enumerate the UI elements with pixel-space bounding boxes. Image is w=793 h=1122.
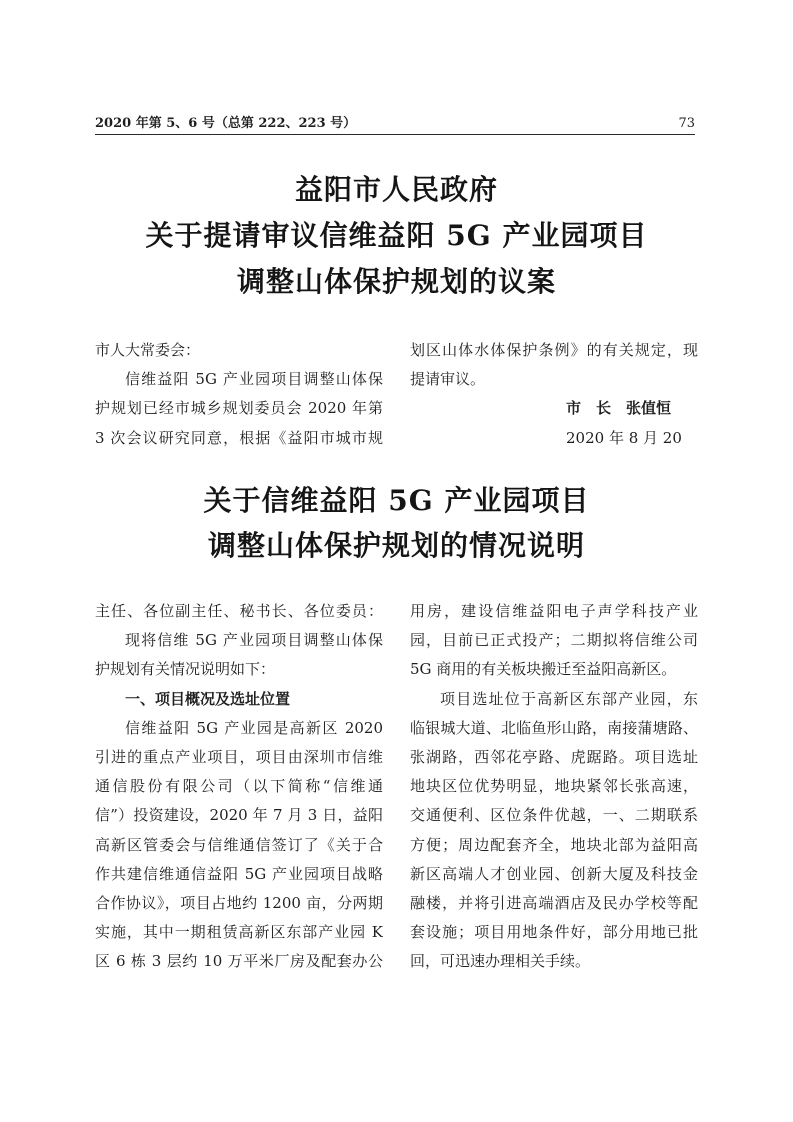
signature-date: 2020 年 8 月 20 xyxy=(566,428,682,447)
motion-right-column xyxy=(410,336,698,453)
motion-title-line: 调整山体保护规划的议案 xyxy=(236,265,556,298)
motion-left-column xyxy=(95,336,383,453)
running-header xyxy=(95,116,695,135)
signature-role: 市 长 xyxy=(566,399,612,418)
page-number: 73 xyxy=(678,116,695,131)
motion-title-line: 益阳市人民政府 xyxy=(294,173,498,206)
report-title-line: 关于信维益阳 5G 产业园项目 xyxy=(203,484,590,517)
text-line: 融楼，并将引进高端酒店及民办学校等配 xyxy=(410,893,698,912)
text-line: 引进的重点产业项目，项目由深圳市信维 xyxy=(95,747,383,766)
text-line: 护规划已经市城乡规划委员会 2020 年第 xyxy=(95,399,383,418)
text-line: 现将信维 5G 产业园项目调整山体保 xyxy=(125,631,383,650)
report-left-column xyxy=(95,597,383,976)
text-line: 提请审议。 xyxy=(410,370,486,389)
text-line: 新区高端人才创业园、创新大厦及科技金 xyxy=(410,864,698,883)
text-line: 方便；周边配套齐全，地块北部为益阳高 xyxy=(410,835,698,854)
text-line: 临银城大道、北临鱼形山路，南接蒲塘路、 xyxy=(410,718,698,737)
text-line: 张湖路，西邻花亭路、虎踞路。项目选址 xyxy=(410,747,698,766)
text-line: 地块区位优势明显，地块紧邻长张高速， xyxy=(410,777,698,796)
salutation: 主任、各位副主任、秘书长、各位委员： xyxy=(95,602,383,620)
text-line: 区 6 栋 3 层约 10 万平米厂房及配套办公 xyxy=(95,952,383,971)
text-line: 园，目前已正式投产；二期拟将信维公司 xyxy=(410,631,698,650)
text-line: 护规划有关情况说明如下： xyxy=(95,660,276,679)
report-title-line: 调整山体保护规划的情况说明 xyxy=(207,529,585,562)
text-line: 划区山体水体保护条例》的有关规定，现 xyxy=(410,341,698,359)
text-line: 项目选址位于高新区东部产业园，东 xyxy=(440,689,698,708)
issue-label: 2020 年第 5、6 号（总第 222、223 号） xyxy=(95,116,357,131)
report-title xyxy=(0,478,793,568)
text-line: 回，可迅速办理相关手续。 xyxy=(410,952,591,971)
text-line: 3 次会议研究同意，根据《益阳市城市规 xyxy=(95,428,383,447)
text-line: 信”）投资建设，2020 年 7 月 3 日，益阳 xyxy=(95,806,383,825)
text-line: 用房，建设信维益阳电子声学科技产业 xyxy=(410,602,698,620)
signature xyxy=(410,394,698,423)
signature-name: 张值恒 xyxy=(626,399,672,418)
text-line: 通信股份有限公司（以下简称“信维通 xyxy=(95,777,383,796)
section-heading: 一、项目概况及选址位置 xyxy=(125,689,291,708)
text-line: 信维益阳 5G 产业园是高新区 2020 xyxy=(125,718,383,737)
salutation: 市人大常委会： xyxy=(95,341,201,359)
text-line: 信维益阳 5G 产业园项目调整山体保 xyxy=(125,370,383,389)
text-line: 套设施；项目用地条件好，部分用地已批 xyxy=(410,923,698,942)
text-line: 实施，其中一期租赁高新区东部产业园 K xyxy=(95,923,383,942)
motion-title xyxy=(0,167,793,305)
text-line: 作共建信维通信益阳 5G 产业园项目战略 xyxy=(95,864,383,883)
text-line: 高新区管委会与信维通信签订了《关于合 xyxy=(95,835,383,854)
report-right-column xyxy=(410,597,698,976)
motion-title-line: 关于提请审议信维益阳 5G 产业园项目 xyxy=(145,219,648,252)
text-line: 5G 商用的有关板块搬迁至益阳高新区。 xyxy=(410,660,677,679)
text-line: 合作协议》，项目占地约 1200 亩，分两期 xyxy=(95,893,383,912)
text-line: 交通便利、区位条件优越，一、二期联系 xyxy=(410,806,698,825)
